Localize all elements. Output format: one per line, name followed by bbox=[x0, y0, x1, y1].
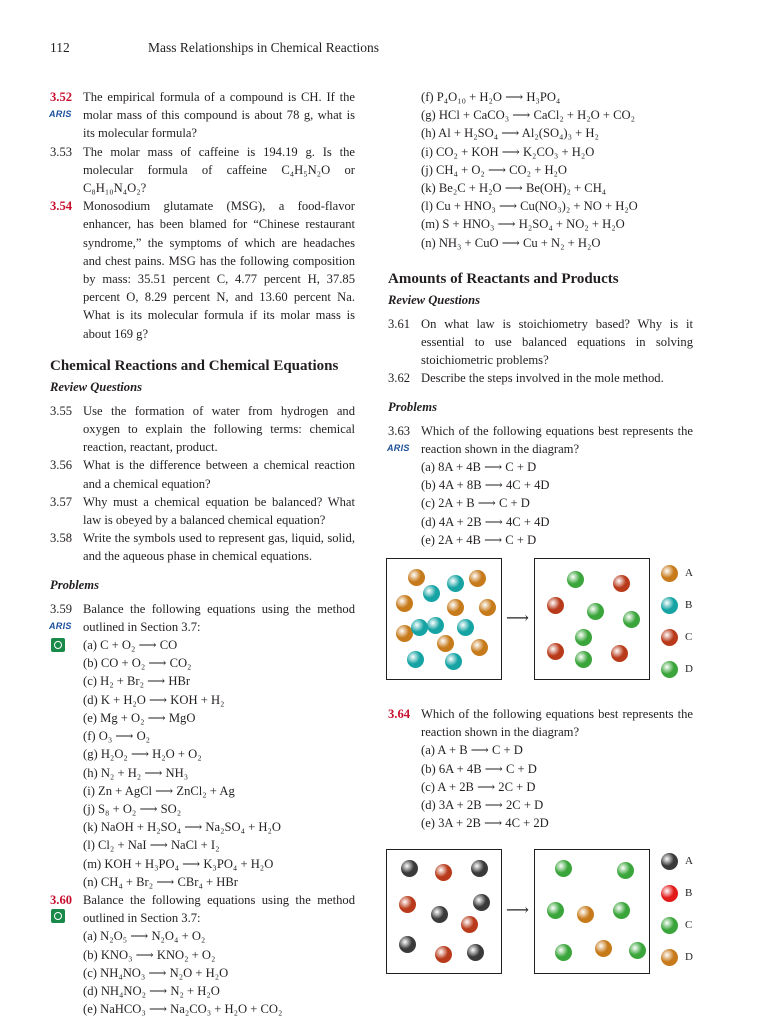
equation-item: (n) CH₄ + Br₂ ⟶ CBr₄ + HBr bbox=[83, 874, 238, 889]
molecule-ball bbox=[575, 651, 592, 668]
problem-text: Monosodium glutamate (MSG), a food-flavor enhancer, has been blamed for “Chinese restaurant syndrome,” the symptoms of which are headaches and chest pains. MSG has the following composition by mass: 35.51 percent C, 4.77 percent H, 37.85 percent O, 8.29 percent N, and 13.60 percent Na. What is its molecular formula if its molar mass is about 169 g? bbox=[83, 199, 355, 341]
legend-ball bbox=[661, 885, 678, 902]
equation-list bbox=[388, 458, 693, 549]
review-questions-heading: Review Questions bbox=[388, 292, 481, 307]
left-column bbox=[50, 88, 355, 1018]
molecule-ball bbox=[611, 645, 628, 662]
molecule-ball bbox=[461, 916, 478, 933]
equation-item: (k) Be₂C + H₂O ⟶ Be(OH)₂ + CH₄ bbox=[421, 181, 607, 196]
problem-number: 3.59 bbox=[50, 601, 73, 616]
molecule-ball bbox=[408, 569, 425, 586]
problem-text: The empirical formula of a compound is CH. If the molar mass of this compound is about 78 g, what is its molecular formula? bbox=[83, 90, 355, 141]
aris-icon: ARIS bbox=[49, 109, 72, 119]
equation-item: (h) Al + H₂SO₄ ⟶ Al₂(SO₄)₃ + H₂ bbox=[421, 126, 599, 141]
legend-ball bbox=[661, 661, 678, 678]
molecule-ball bbox=[457, 619, 474, 636]
equation-list bbox=[388, 741, 693, 832]
problem-number: 3.58 bbox=[50, 531, 73, 546]
molecule-ball bbox=[396, 595, 413, 612]
molecule-ball bbox=[399, 896, 416, 913]
problem-3-64 bbox=[388, 705, 693, 832]
equation-item: (h) N₂ + H₂ ⟶ NH₃ bbox=[83, 765, 189, 780]
problem-text: On what law is stoichiometry based? Why is it essential to use balanced equations in solving stoichiometric problems? bbox=[421, 316, 693, 368]
equation-list bbox=[50, 927, 355, 1018]
molecule-ball bbox=[423, 585, 440, 602]
product-box-2 bbox=[534, 849, 650, 974]
molecule-ball bbox=[427, 617, 444, 634]
problem-text: The molar mass of caffeine is 194.19 g. Is the molecular formula of caffeine C₄H₅N₂O or C₈H₁₀N₄O₂? bbox=[83, 144, 355, 196]
legend-ball bbox=[661, 597, 678, 614]
page-number: 112 bbox=[50, 40, 70, 55]
problem-3-54 bbox=[50, 197, 355, 343]
molecule-ball bbox=[407, 651, 424, 668]
molecule-ball bbox=[473, 894, 490, 911]
molecule-ball bbox=[629, 942, 646, 959]
legend-ball bbox=[661, 949, 678, 966]
problem-number: 3.53 bbox=[50, 144, 73, 159]
equation-item: (c) A + 2B ⟶ 2C + D bbox=[421, 779, 536, 794]
molecule-ball bbox=[411, 619, 428, 636]
molecule-ball bbox=[555, 944, 572, 961]
problem-text: Which of the following equations best represents the reaction shown in the diagram? bbox=[421, 707, 693, 740]
problem-3-53 bbox=[50, 143, 355, 198]
equation-item: (j) CH₄ + O₂ ⟶ CO₂ + H₂O bbox=[421, 162, 568, 177]
equation-item: (b) 4A + 8B ⟶ 4C + 4D bbox=[421, 478, 550, 493]
molecule-ball bbox=[547, 597, 564, 614]
problem-text: Write the symbols used to represent gas, liquid, solid, and the aqueous phase in chemical equations. bbox=[83, 531, 355, 564]
problem-3-64-wrap bbox=[388, 705, 693, 832]
equation-item: (e) 2A + 4B ⟶ C + D bbox=[421, 532, 537, 547]
problem-number: 3.63 bbox=[388, 423, 411, 438]
problem-3-59 bbox=[50, 600, 355, 891]
problem-3-63 bbox=[388, 422, 693, 549]
legend-label: B bbox=[685, 599, 693, 611]
right-column bbox=[388, 88, 693, 549]
running-title: Mass Relationships in Chemical Reactions bbox=[148, 40, 379, 55]
legend-label: D bbox=[685, 951, 693, 963]
section-heading: Chemical Reactions and Chemical Equations bbox=[50, 357, 339, 374]
equation-item: (f) O₃ ⟶ O₂ bbox=[83, 729, 151, 744]
molecule-ball bbox=[431, 906, 448, 923]
equation-item: (d) K + H₂O ⟶ KOH + H₂ bbox=[83, 692, 225, 707]
equation-item: (l) Cu + HNO₃ ⟶ Cu(NO₃)₂ + NO + H₂O bbox=[421, 199, 638, 214]
equation-item: (c) H₂ + Br₂ ⟶ HBr bbox=[83, 674, 191, 689]
problem-text: What is the difference between a chemical reaction and a chemical equation? bbox=[83, 458, 355, 491]
molecule-ball bbox=[445, 653, 462, 670]
problem-number: 3.62 bbox=[388, 371, 411, 386]
equation-item: (c) 2A + B ⟶ C + D bbox=[421, 496, 530, 511]
reactant-box-2 bbox=[386, 849, 502, 974]
molecule-ball bbox=[595, 940, 612, 957]
molecule-ball bbox=[613, 575, 630, 592]
problem-text: Balance the following equations using the method outlined in Section 3.7: bbox=[83, 892, 355, 926]
equation-item: (e) NaHCO₃ ⟶ Na₂CO₃ + H₂O + CO₂ bbox=[83, 1002, 283, 1017]
equation-item: (m) S + HNO₃ ⟶ H₂SO₄ + NO₂ + H₂O bbox=[421, 217, 625, 232]
molecule-ball bbox=[547, 902, 564, 919]
problem-number: 3.60 bbox=[50, 892, 73, 907]
legend-ball bbox=[661, 853, 678, 870]
equation-item: (d) 4A + 2B ⟶ 4C + 4D bbox=[421, 514, 550, 529]
legend-ball bbox=[661, 917, 678, 934]
problem-number: 3.52 bbox=[50, 90, 73, 104]
legend-label: D bbox=[685, 663, 693, 675]
problem-3-55 bbox=[50, 402, 355, 457]
equation-item: (a) A + B ⟶ C + D bbox=[421, 743, 523, 758]
equation-list bbox=[388, 88, 693, 252]
molecule-ball bbox=[567, 571, 584, 588]
problem-number: 3.57 bbox=[50, 494, 73, 509]
equation-item: (a) N₂O₅ ⟶ N₂O₄ + O₂ bbox=[83, 929, 206, 944]
equation-item: (b) CO + O₂ ⟶ CO₂ bbox=[83, 656, 192, 671]
legend-label: C bbox=[685, 631, 693, 643]
problem-number: 3.54 bbox=[50, 199, 73, 214]
problem-number: 3.55 bbox=[50, 403, 73, 418]
legend-label: B bbox=[685, 887, 693, 899]
problem-3-57 bbox=[50, 493, 355, 529]
problem-3-56 bbox=[50, 456, 355, 492]
section-heading: Amounts of Reactants and Products bbox=[388, 270, 619, 287]
molecule-ball bbox=[447, 575, 464, 592]
problems-heading: Problems bbox=[388, 399, 437, 414]
equation-item: (m) KOH + H₃PO₄ ⟶ K₃PO₄ + H₂O bbox=[83, 856, 274, 871]
problem-3-52 bbox=[50, 88, 355, 143]
molecule-ball bbox=[437, 635, 454, 652]
problem-text: Use the formation of water from hydrogen and oxygen to explain the following terms: chemical reaction, reactant, product. bbox=[83, 403, 355, 455]
aris-icon: ARIS bbox=[49, 620, 72, 631]
molecule-ball bbox=[399, 936, 416, 953]
cd-icon bbox=[51, 909, 65, 923]
equation-item: (l) Cl₂ + NaI ⟶ NaCl + I₂ bbox=[83, 838, 220, 853]
product-box-1 bbox=[534, 558, 650, 680]
equation-item: (c) NH₄NO₃ ⟶ N₂O + H₂O bbox=[83, 965, 229, 980]
legend-label: A bbox=[685, 855, 693, 867]
molecule-ball bbox=[623, 611, 640, 628]
molecule-ball bbox=[435, 864, 452, 881]
equation-list bbox=[50, 636, 355, 891]
problem-3-58 bbox=[50, 529, 355, 565]
molecule-ball bbox=[577, 906, 594, 923]
molecule-ball bbox=[617, 862, 634, 879]
equation-item: (e) 3A + 2B ⟶ 4C + 2D bbox=[421, 816, 549, 831]
legend-ball bbox=[661, 565, 678, 582]
reactant-box-1 bbox=[386, 558, 502, 680]
problem-text: Which of the following equations best represents the reaction shown in the diagram? bbox=[421, 423, 693, 456]
molecule-ball bbox=[555, 860, 572, 877]
equation-item: (j) S₈ + O₂ ⟶ SO₂ bbox=[83, 801, 182, 816]
equation-item: (b) KNO₃ ⟶ KNO₂ + O₂ bbox=[83, 947, 216, 962]
equation-item: (i) Zn + AgCl ⟶ ZnCl₂ + Ag bbox=[83, 783, 235, 798]
molecule-ball bbox=[471, 639, 488, 656]
reaction-arrow: ⟶ bbox=[506, 610, 529, 627]
problem-number: 3.61 bbox=[388, 316, 411, 331]
molecule-ball bbox=[401, 860, 418, 877]
equation-item: (i) CO₂ + KOH ⟶ K₂CO₃ + H₂O bbox=[421, 144, 595, 159]
molecule-ball bbox=[575, 629, 592, 646]
equation-item: (e) Mg + O₂ ⟶ MgO bbox=[83, 710, 196, 725]
molecule-ball bbox=[469, 570, 486, 587]
equation-item: (n) NH₃ + CuO ⟶ Cu + N₂ + H₂O bbox=[421, 235, 601, 250]
molecule-ball bbox=[479, 599, 496, 616]
cd-icon bbox=[51, 638, 65, 652]
molecule-ball bbox=[613, 902, 630, 919]
problem-number: 3.56 bbox=[50, 458, 73, 473]
equation-item: (k) NaOH + H₂SO₄ ⟶ Na₂SO₄ + H₂O bbox=[83, 820, 281, 835]
problem-3-60 bbox=[50, 891, 355, 1018]
problems-heading: Problems bbox=[50, 577, 99, 592]
equation-item: (b) 6A + 4B ⟶ C + D bbox=[421, 761, 537, 776]
molecule-ball bbox=[435, 946, 452, 963]
molecule-ball bbox=[447, 599, 464, 616]
problem-3-61 bbox=[388, 315, 693, 370]
molecule-ball bbox=[587, 603, 604, 620]
problem-3-62 bbox=[388, 369, 693, 387]
problem-text: Balance the following equations using the method outlined in Section 3.7: bbox=[83, 601, 355, 634]
review-questions-heading: Review Questions bbox=[50, 379, 143, 394]
reaction-arrow: ⟶ bbox=[506, 902, 529, 919]
equation-item: (d) 3A + 2B ⟶ 2C + D bbox=[421, 798, 544, 813]
problem-number: 3.64 bbox=[388, 707, 411, 721]
legend-ball bbox=[661, 629, 678, 646]
problem-text: Why must a chemical equation be balanced? What law is obeyed by a balanced chemical equation? bbox=[83, 494, 355, 528]
molecule-ball bbox=[547, 643, 564, 660]
equation-item: (f) P₄O₁₀ + H₂O ⟶ H₃PO₄ bbox=[421, 90, 561, 104]
equation-item: (g) H₂O₂ ⟶ H₂O + O₂ bbox=[83, 747, 202, 762]
molecule-ball bbox=[471, 860, 488, 877]
aris-icon: ARIS bbox=[387, 442, 410, 453]
equation-item: (g) HCl + CaCO₃ ⟶ CaCl₂ + H₂O + CO₂ bbox=[421, 108, 635, 123]
molecule-ball bbox=[467, 944, 484, 961]
problem-text: Describe the steps involved in the mole method. bbox=[421, 371, 664, 386]
equation-item: (a) 8A + 4B ⟶ C + D bbox=[421, 460, 537, 475]
legend-label: A bbox=[685, 567, 693, 579]
legend-label: C bbox=[685, 919, 693, 931]
equation-item: (d) NH₄NO₂ ⟶ N₂ + H₂O bbox=[83, 983, 220, 998]
equation-item: (a) C + O₂ ⟶ CO bbox=[83, 638, 178, 653]
